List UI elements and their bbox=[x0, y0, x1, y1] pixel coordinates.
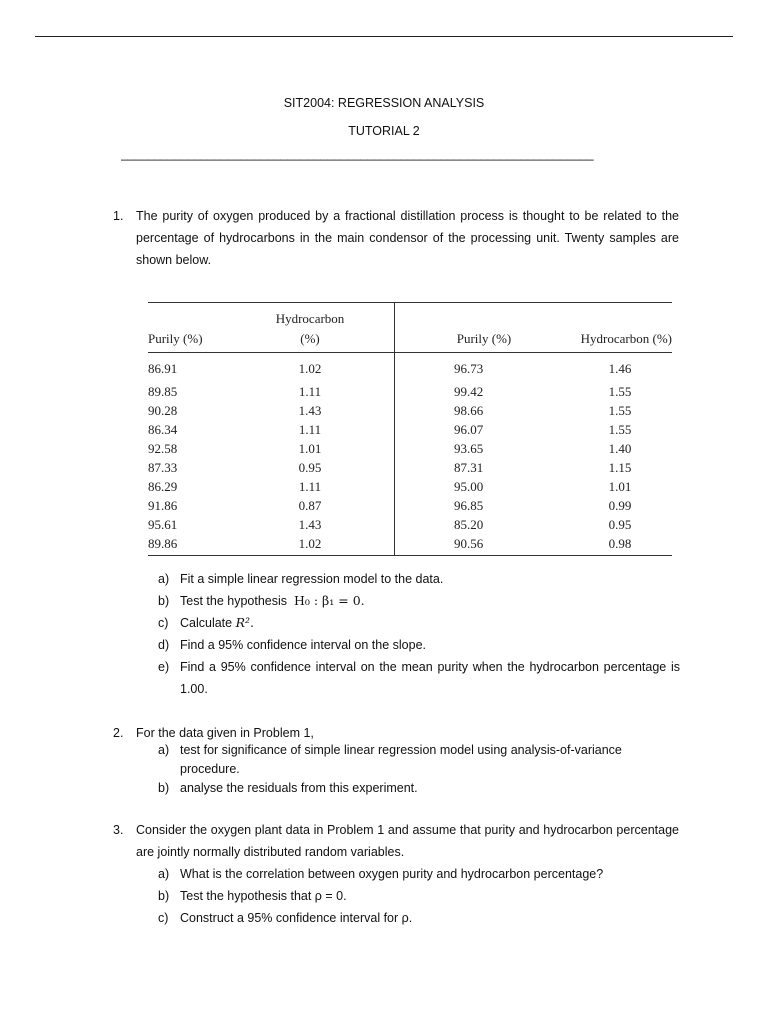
table-cell: 1.43 bbox=[298, 403, 322, 418]
table-header-rule bbox=[148, 352, 672, 353]
tutorial-title: TUTORIAL 2 bbox=[348, 124, 420, 138]
table-cell: 99.42 bbox=[454, 384, 484, 399]
part-text: Fit a simple linear regression model to the data. bbox=[180, 572, 444, 586]
table-cell: 85.20 bbox=[454, 517, 484, 532]
table-cell: 95.61 bbox=[148, 517, 178, 532]
header-hydrocarbon-2: Hydrocarbon (%) bbox=[580, 331, 672, 346]
table-cell: 1.11 bbox=[298, 422, 322, 437]
table-cell: 0.95 bbox=[298, 460, 322, 475]
part-label: c) bbox=[158, 616, 169, 630]
table-cell: 86.29 bbox=[148, 479, 178, 494]
part-label: d) bbox=[158, 638, 170, 652]
q1-part-a bbox=[158, 568, 680, 590]
table-divider bbox=[394, 302, 395, 556]
title-underline: _______________________________________________________________________ bbox=[121, 147, 594, 161]
table-cell: 1.55 bbox=[608, 403, 632, 418]
table-cell: 89.86 bbox=[148, 536, 178, 551]
part-text: Find a 95% confidence interval on the slope. bbox=[180, 638, 426, 652]
table-cell: 87.31 bbox=[454, 460, 484, 475]
table-cell: 1.46 bbox=[608, 361, 632, 376]
table-cell: 90.56 bbox=[454, 536, 484, 551]
q2-part-b bbox=[158, 779, 680, 798]
table-cell: 1.40 bbox=[608, 441, 632, 456]
part-text: Test the hypothesis bbox=[180, 594, 288, 608]
part-label: a) bbox=[158, 572, 170, 586]
part-text: Calculate bbox=[180, 616, 233, 630]
question-text: For the data given in Problem 1, bbox=[136, 726, 314, 740]
table-cell: 87.33 bbox=[148, 460, 178, 475]
question-number: 2. bbox=[113, 726, 124, 740]
q3-part-c bbox=[158, 907, 680, 929]
table-cell: 89.85 bbox=[148, 384, 178, 399]
part-label: b) bbox=[158, 889, 170, 903]
table-cell: 0.99 bbox=[608, 498, 632, 513]
table-cell: 1.15 bbox=[608, 460, 632, 475]
table-cell: 0.87 bbox=[298, 498, 322, 513]
table-cell: 98.66 bbox=[454, 403, 484, 418]
q2-part-a bbox=[158, 741, 680, 779]
q1-part-e bbox=[158, 656, 680, 700]
table-cell: 90.28 bbox=[148, 403, 178, 418]
q3-part-b bbox=[158, 885, 680, 907]
part-label: b) bbox=[158, 594, 170, 608]
part-text: What is the correlation between oxygen purity and hydrocarbon percentage? bbox=[180, 867, 604, 881]
q1-part-b bbox=[158, 590, 680, 612]
table-cell: 1.55 bbox=[608, 384, 632, 399]
table-cell: 1.01 bbox=[298, 441, 322, 456]
table-top-rule bbox=[148, 302, 672, 303]
table-cell: 1.02 bbox=[298, 536, 322, 551]
hypothesis-formula: H₀ : β₁ = 0. bbox=[293, 593, 365, 608]
part-text: Find a 95% confidence interval on the mean purity when the hydrocarbon percentage is 1.00. bbox=[180, 660, 680, 696]
table-cell: 1.11 bbox=[298, 384, 322, 399]
part-text: Test the hypothesis that ρ = 0. bbox=[180, 889, 347, 903]
q3-part-a bbox=[158, 863, 680, 885]
table-cell: 1.01 bbox=[608, 479, 632, 494]
header-purity: Purily (%) bbox=[148, 331, 203, 346]
part-label: a) bbox=[158, 867, 170, 881]
header-hydrocarbon: Hydrocarbon bbox=[275, 311, 345, 326]
table-cell: 93.65 bbox=[454, 441, 484, 456]
part-text: analyse the residuals from this experiment. bbox=[180, 781, 418, 795]
table-cell: 96.07 bbox=[454, 422, 484, 437]
part-label: c) bbox=[158, 911, 169, 925]
header-purity-2: Purily (%) bbox=[456, 331, 512, 346]
question-text: Consider the oxygen plant data in Problem 1 and assume that purity and hydrocarbon percentage are jointly normally distributed random variables. bbox=[136, 823, 679, 859]
table-cell: 1.43 bbox=[298, 517, 322, 532]
table-cell: 1.02 bbox=[298, 361, 322, 376]
table-cell: 1.11 bbox=[298, 479, 322, 494]
table-cell: 91.86 bbox=[148, 498, 178, 513]
question-text: The purity of oxygen produced by a fractional distillation process is thought to be related to the percentage of hydrocarbons in the main condensor of the processing unit. Twenty samples are shown below. bbox=[136, 209, 679, 267]
course-title: SIT2004: REGRESSION ANALYSIS bbox=[283, 96, 485, 110]
q1-part-c bbox=[158, 612, 680, 634]
part-text: test for significance of simple linear regression model using analysis-of-variance procedure. bbox=[180, 743, 622, 776]
part-text: Construct a 95% confidence interval for ρ. bbox=[180, 911, 413, 925]
table-cell: 96.73 bbox=[454, 361, 484, 376]
question-1 bbox=[113, 205, 679, 271]
q1-part-d bbox=[158, 634, 680, 656]
table-cell: 86.34 bbox=[148, 422, 178, 437]
part-label: b) bbox=[158, 781, 170, 795]
top-rule bbox=[35, 36, 733, 37]
question-number: 3. bbox=[113, 823, 124, 837]
header-hydrocarbon-unit: (%) bbox=[300, 331, 320, 346]
table-cell: 1.55 bbox=[608, 422, 632, 437]
table-cell: 92.58 bbox=[148, 441, 178, 456]
table-bottom-rule bbox=[148, 555, 672, 556]
part-label: a) bbox=[158, 743, 170, 757]
question-3 bbox=[113, 819, 679, 863]
table-cell: 95.00 bbox=[454, 479, 484, 494]
r-squared-formula: R². bbox=[235, 615, 255, 630]
question-number: 1. bbox=[113, 209, 124, 223]
part-label: e) bbox=[158, 660, 170, 674]
table-cell: 96.85 bbox=[454, 498, 484, 513]
table-cell: 0.95 bbox=[608, 517, 632, 532]
table-cell: 86.91 bbox=[148, 361, 178, 376]
table-cell: 0.98 bbox=[608, 536, 632, 551]
